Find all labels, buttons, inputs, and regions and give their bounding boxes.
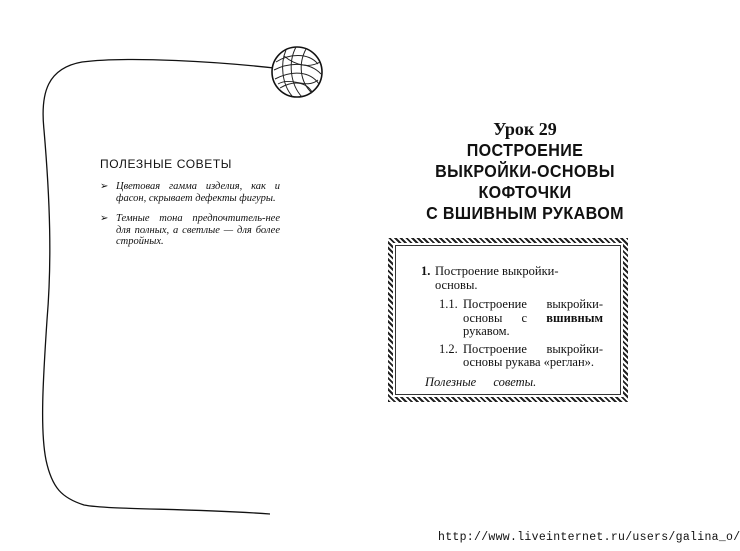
contents-subitem-number: 1.1. bbox=[439, 297, 458, 311]
contents-subitem-number: 1.2. bbox=[439, 341, 458, 356]
contents-list bbox=[421, 265, 609, 389]
lesson-contents-box bbox=[388, 238, 628, 402]
contents-item-text: Построение выкройки-основы. bbox=[435, 264, 559, 292]
contents-subitem bbox=[439, 298, 609, 339]
source-url-watermark: http://www.liveinternet.ru/users/galina_o/ bbox=[438, 531, 740, 544]
lesson-title-line: С ВШИВНЫМ РУКАВОМ bbox=[426, 203, 624, 223]
contents-item-number: 1. bbox=[421, 264, 431, 278]
thread-line bbox=[43, 60, 274, 514]
tip-text: Цветовая гамма изделия, как и фасон, скрывает дефекты фигуры. bbox=[116, 181, 280, 204]
bold-keyword: вшивным bbox=[546, 310, 603, 325]
lesson-title-line: ВЫКРОЙКИ-ОСНОВЫ bbox=[435, 161, 615, 181]
arrow-bullet-icon: ➢ bbox=[100, 181, 109, 192]
contents-subitem-text: Построение выкройки-основы с вшивным рукавом. bbox=[463, 297, 603, 338]
tip-item bbox=[100, 181, 280, 204]
tips-heading: ПОЛЕЗНЫЕ СОВЕТЫ bbox=[100, 157, 233, 171]
contents-subitem bbox=[439, 343, 609, 370]
lesson-title-line: КОФТОЧКИ bbox=[478, 182, 572, 202]
lesson-title-line: ПОСТРОЕНИЕ bbox=[466, 140, 584, 160]
useful-tips-section bbox=[100, 157, 280, 257]
contents-subitem-text: Построение выкройки-основы рукава «реглан». bbox=[463, 341, 603, 369]
contents-item bbox=[421, 265, 609, 292]
arrow-bullet-icon: ➢ bbox=[100, 213, 109, 224]
yarn-ball-icon bbox=[272, 47, 322, 97]
tip-item bbox=[100, 213, 280, 248]
lesson-number: Урок 29 bbox=[493, 119, 557, 139]
lesson-title-block bbox=[390, 119, 660, 224]
contents-tips-label: Полезные советы. bbox=[425, 374, 537, 389]
tip-text: Темные тона предпочтитель-нее для полных, а светлые — для более стройных. bbox=[116, 213, 280, 247]
